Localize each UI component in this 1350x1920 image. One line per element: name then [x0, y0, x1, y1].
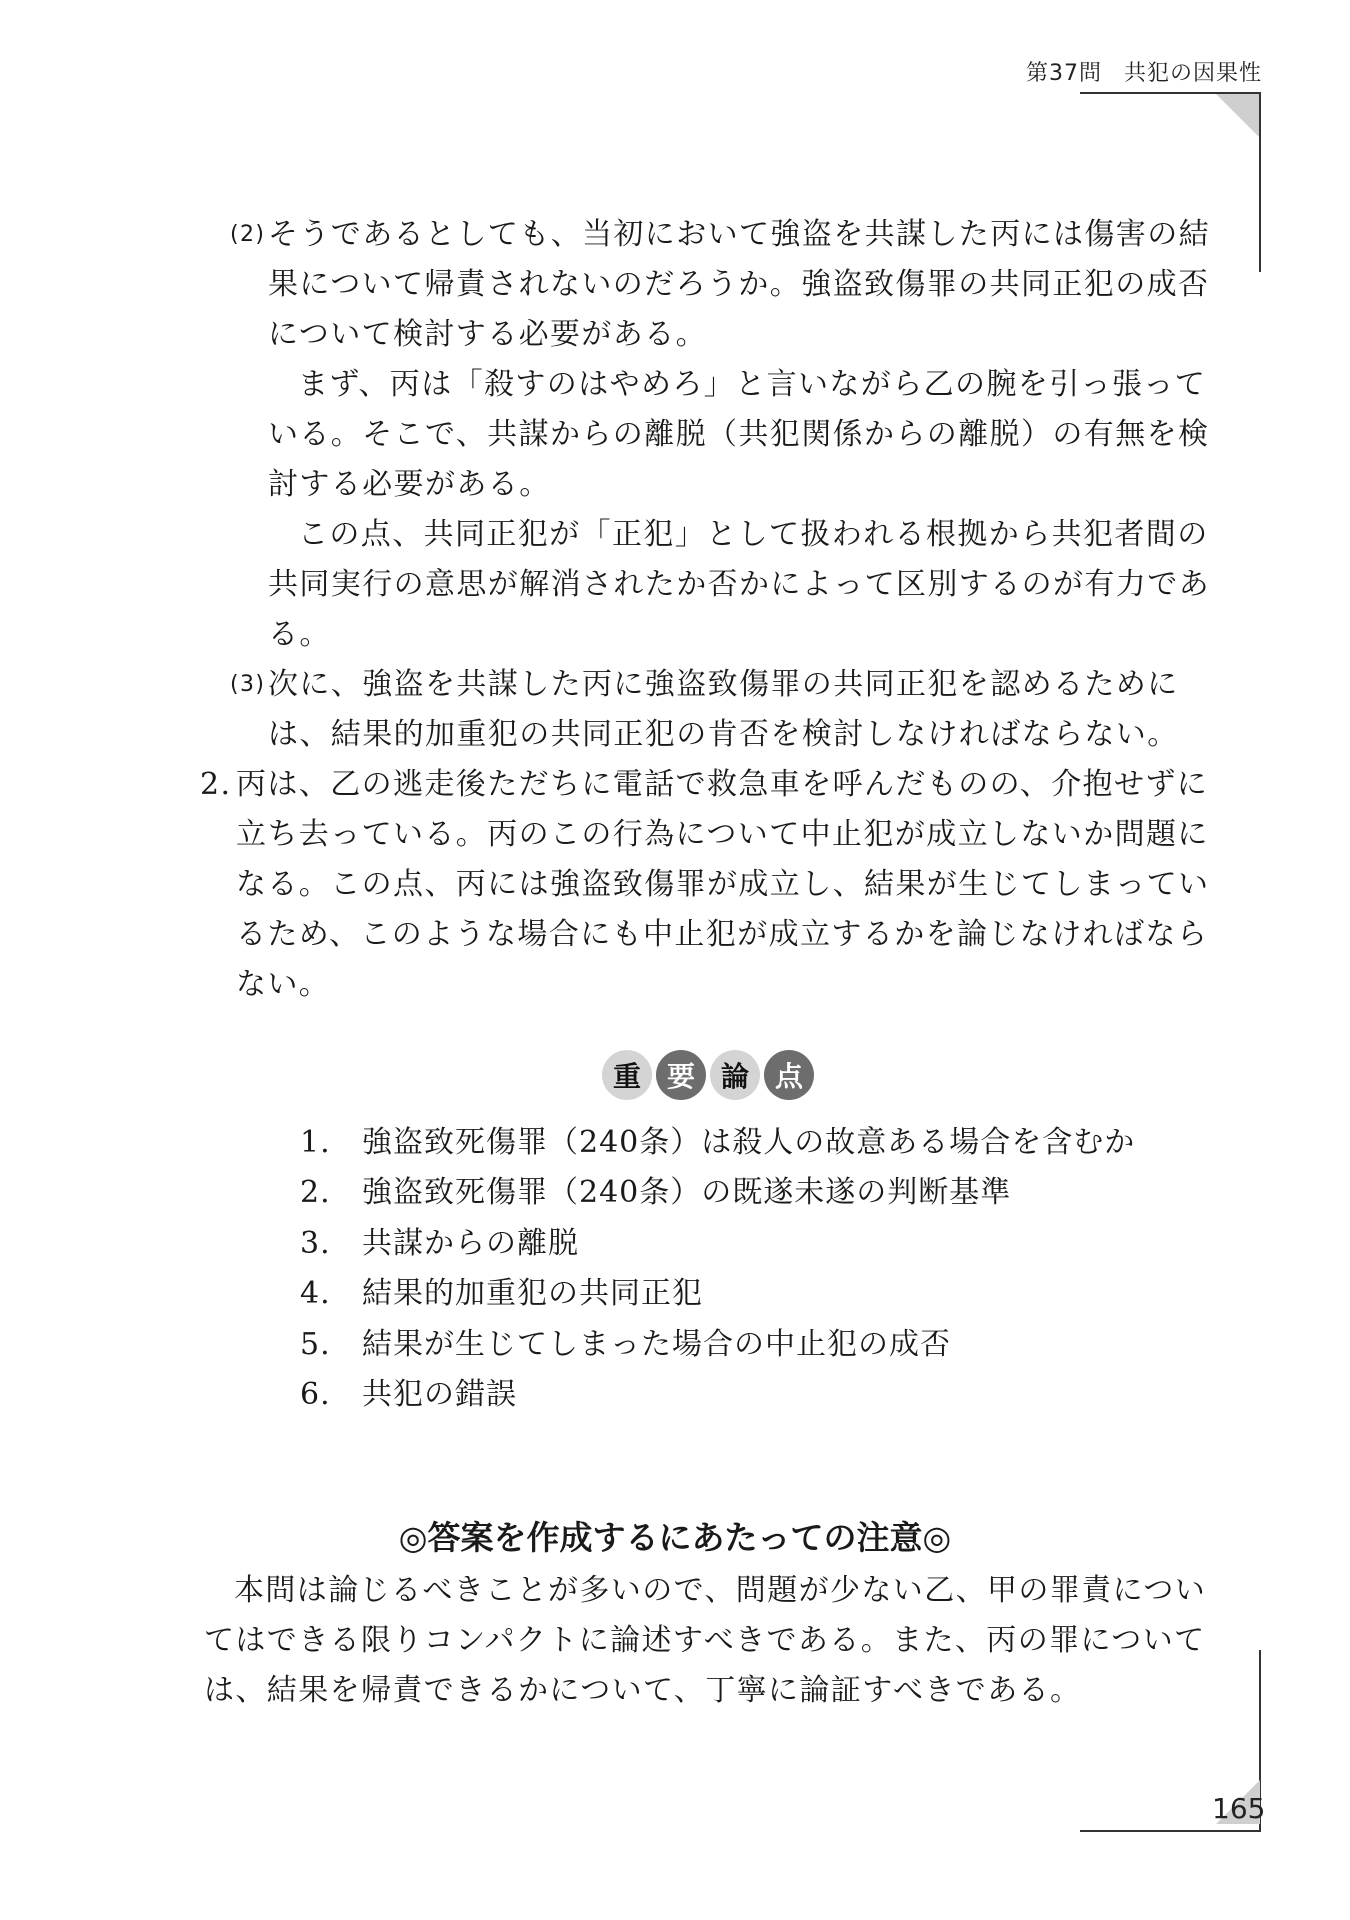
key-point-text: 強盗致死傷罪（240条）の既遂未遂の判断基準	[362, 1175, 1012, 1211]
key-points-badge: 点	[764, 1050, 814, 1100]
key-points-heading	[602, 1050, 814, 1100]
section-2-text: そうであるとしても、当初において強盗を共謀した丙には傷害の結果について帰責されないのだろうか。強盗致傷罪の共同正犯の成否について検討する必要がある。	[268, 217, 1210, 352]
key-points-badge: 重	[602, 1050, 652, 1100]
key-point-item	[300, 1269, 1135, 1319]
key-points-badge: 要	[656, 1050, 706, 1100]
item-2-text: 丙は、乙の逃走後ただちに電話で救急車を呼んだものの、介抱せずに立ち去っている。丙のこの行為について中止犯が成立しないか問題になる。この点、丙には強盗致傷罪が成立し、結果が生じてしまっているため、このような場合にも中止犯が成立するかを論じなければならない。	[236, 767, 1210, 1002]
footer-rule	[1080, 1830, 1261, 1832]
key-point-text: 共犯の錯誤	[362, 1377, 517, 1413]
key-point-number: 5.	[300, 1326, 331, 1362]
key-point-number: 4.	[300, 1276, 331, 1312]
key-point-item	[300, 1118, 1135, 1168]
section-2	[230, 210, 1230, 360]
corner-decoration-top	[1216, 94, 1260, 138]
key-point-text: 結果的加重犯の共同正犯	[362, 1276, 703, 1312]
header-question-number: 第37問	[1025, 61, 1102, 86]
notes-text: 本問は論じるべきことが多いので、問題が少ない乙、甲の罪責についてはできる限りコンパクトに論述すべきである。また、丙の罪については、結果を帰責できるかについて、丁寧に論証すべきである。	[204, 1573, 1207, 1708]
key-point-text: 強盗致死傷罪（240条）は殺人の故意ある場合を含むか	[362, 1125, 1136, 1160]
key-point-number: 1.	[300, 1125, 331, 1160]
section-3-marker: (3)	[230, 672, 266, 697]
key-point-text: 共謀からの離脱	[362, 1225, 579, 1261]
key-point-item	[300, 1320, 1135, 1370]
paragraph-joint-intent: この点、共同正犯が「正犯」として扱われる根拠から共犯者間の共同実行の意思が解消されたか否かによって区別するのが有力である。	[268, 517, 1210, 652]
header-title: 共犯の因果性	[1123, 61, 1262, 86]
section-2-marker: (2)	[230, 222, 266, 247]
margin-line-top	[1259, 92, 1261, 272]
running-header	[1026, 56, 1262, 87]
section-3	[230, 660, 1230, 760]
key-point-item	[300, 1219, 1135, 1269]
key-point-number: 3.	[300, 1225, 331, 1261]
key-point-text: 結果が生じてしまった場合の中止犯の成否	[362, 1326, 951, 1362]
notes-heading: ◎答案を作成するにあたっての注意◎	[398, 1518, 952, 1557]
key-point-item	[300, 1168, 1135, 1218]
key-points-badge: 論	[710, 1050, 760, 1100]
key-point-item	[300, 1370, 1135, 1420]
item-2	[200, 760, 1230, 1010]
page-number: 165	[1212, 1792, 1266, 1825]
section-3-text: 次に、強盗を共謀した丙に強盗致傷罪の共同正犯を認めるためには、結果的加重犯の共同正犯の肯否を検討しなければならない。	[268, 667, 1179, 752]
item-2-marker: 2.	[200, 767, 232, 802]
key-point-number: 6.	[300, 1377, 331, 1413]
key-points-list	[300, 1118, 1135, 1420]
key-point-number: 2.	[300, 1175, 331, 1211]
paragraph-withdrawal: まず、丙は「殺すのはやめろ」と言いながら乙の腕を引っ張っている。そこで、共謀からの離脱（共犯関係からの離脱）の有無を検討する必要がある。	[268, 367, 1210, 502]
